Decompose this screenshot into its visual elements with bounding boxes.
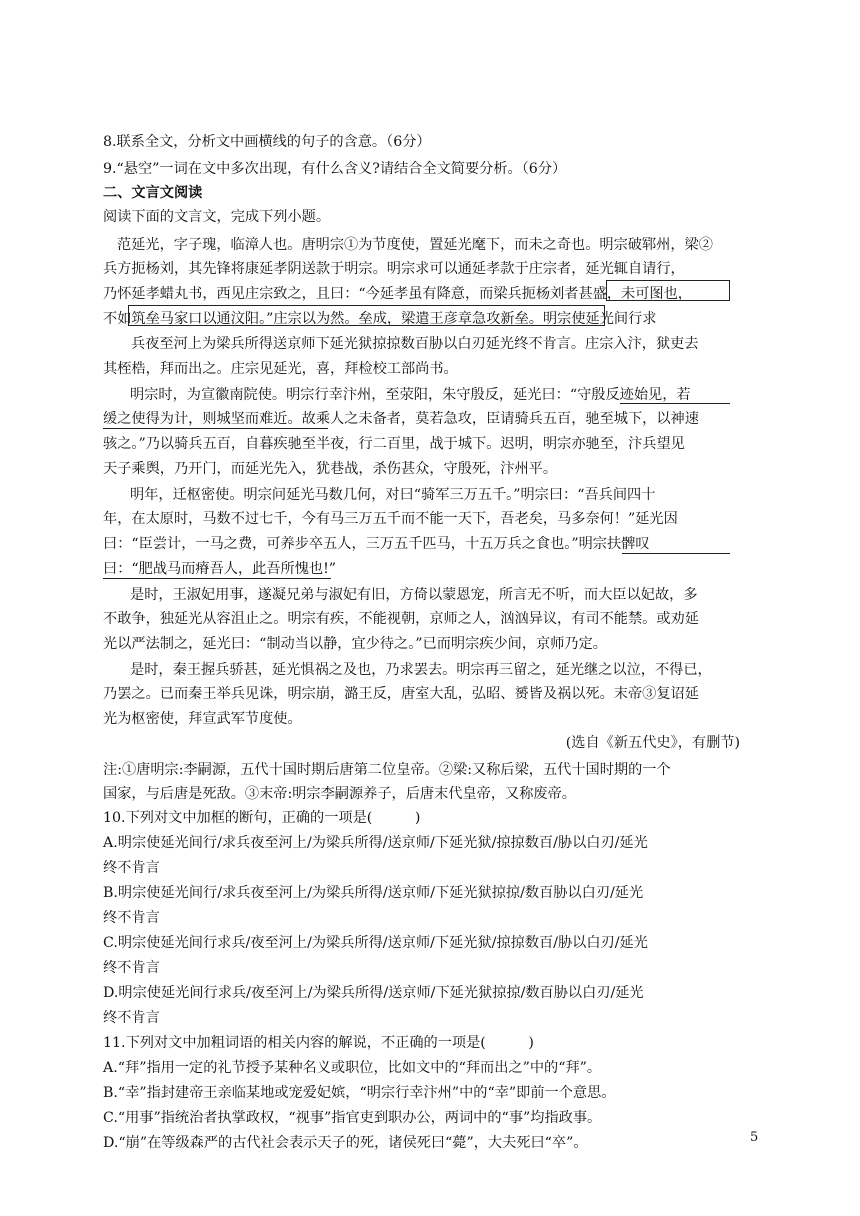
text-line-q8: 8.联系全文，分析文中画横线的句子的含意。（6分） [103, 134, 431, 150]
text-line-p2l4: 天子乘舆，乃开门，而延光先入，犹巷战，杀伤甚众，守殷死，汴州平。 [103, 461, 558, 477]
text-line-p4l1: 是时，王淑妃用事，遂凝兄弟与淑妃有旧，方倚以蒙恩宠，所言无不听，而大臣以妃故，多 [130, 587, 698, 603]
text-line-p1l2: 兵方扼杨刘，其先锋将康延孝阴送款于明宗。明宗求可以通延孝款于庄宗者，延光辄自请行， [103, 261, 685, 277]
text-line-note2: 国家，与后唐是死敌。③末帝:明宗李嗣源养子，后唐末代皇帝，又称废帝。 [103, 786, 576, 802]
text-line-q9: 9.“悬空”一词在文中多次出现，有什么含义?请结合全文简要分析。（6分） [103, 161, 567, 177]
page-number: 5 [750, 1130, 759, 1145]
text-line-p1l4: 不如筑垒马家口以通汶阳。”庄宗以为然。垒成，梁遣王彦章急攻新垒。明宗使延光间行求 [103, 311, 657, 327]
frame-box-part1 [606, 280, 730, 301]
text-line-q11: 11.下列对文中加粗词语的相关内容的解说，不正确的一项是( ) [103, 1035, 534, 1051]
text-line-p3l1: 明年，迁枢密使。明宗问延光马数几何，对曰“骑军三万五千。”明宗曰：“吾兵间四十 [130, 487, 656, 503]
source-citation: (选自《新五代史》，有删节) [565, 735, 740, 751]
text-line-q10c2: 终不肯言 [103, 960, 160, 976]
text-line-p1l5: 兵夜至河上为梁兵所得送京师下延光狱掠掠数百胁以白刃延光终不肯言。庄宗入汴，狱吏去 [131, 336, 699, 352]
text-line-note1: 注:①唐明宗:李嗣源，五代十国时期后唐第二位皇帝。②梁:又称后梁，五代十国时期的一个 [103, 762, 671, 778]
text-line-q10b2: 终不肯言 [103, 910, 160, 926]
text-line-p2l1: 明宗时，为宣徽南院使。明宗行幸汴州，至荥阳，朱守殷反，延光曰：“守殷反迹始见，若 [130, 387, 691, 403]
text-line-q10a2: 终不肯言 [103, 860, 160, 876]
text-line-q10c1: C.明宗使延光间行求兵/夜至河上/为梁兵所得/送京师/下延光狱/掠掠数百/胁以白刃/延光 [103, 935, 648, 951]
text-line-p5l3: 光为枢密使，拜宣武军节度使。 [103, 711, 302, 727]
text-line-q10d1: D.明宗使延光间行求兵/夜至河上/为梁兵所得/送京师/下延光狱掠掠/数百胁以白刃/延光 [103, 985, 644, 1001]
underline-1 [620, 403, 730, 404]
underline-2 [103, 428, 328, 429]
text-line-p2l3: 骇之。”乃以骑兵五百，自暮疾驰至半夜，行二百里，战于城下。迟明，明宗亦驰至，汴兵望见 [103, 436, 685, 452]
text-line-q11c: C.“用事”指统治者执掌政权，“视事”指官吏到职办公，两词中的“事”均指政事。 [103, 1110, 602, 1126]
text-line-q10d2: 终不肯言 [103, 1010, 160, 1026]
text-line-q10: 10.下列对文中加框的断句，正确的一项是( ) [103, 810, 421, 826]
frame-box-part2 [128, 305, 605, 326]
text-line-p1l6: 其桎梏，拜而出之。庄宗见延光，喜，拜检校工部尚书。 [103, 361, 458, 377]
underline-4 [103, 578, 331, 579]
text-line-q10a1: A.明宗使延光间行/求兵夜至河上/为梁兵所得/送京师/下延光狱/掠掠数百/胁以白刃/延光 [103, 835, 648, 851]
text-line-p4l3: 光以严法制之，延光曰：“制动当以静，宜少待之。”已而明宗疾少间，京师乃定。 [103, 636, 607, 652]
text-line-q11d: D.“崩”在等级森严的古代社会表示天子的死，诸侯死曰“薨”，大夫死曰“卒”。 [103, 1135, 588, 1151]
text-line-p3l3: 曰：“臣尝计，一马之费，可养步卒五人，三万五千匹马，十五万兵之食也。”明宗扶髀叹 [103, 536, 650, 552]
text-line-q10b1: B.明宗使延光间行/求兵夜至河上/为梁兵所得/送京师/下延光狱掠掠/数百胁以白刃/延光 [103, 885, 644, 901]
text-line-q11b: B.“幸”指封建帝王亲临某地或宠爱妃嫔，“明宗行幸汴州”中的“幸”即前一个意思。 [103, 1085, 616, 1101]
text-line-p3l4: 曰：“肥战马而瘠吾人，此吾所愧也!” [103, 561, 337, 577]
text-line-p5l1: 是时，秦王握兵骄甚，延光惧祸之及也，乃求罢去。明宗再三留之，延光继之以泣，不得已， [130, 662, 712, 678]
text-line-intro: 阅读下面的文言文，完成下列小题。 [103, 209, 331, 225]
text-line-p5l2: 乃罢之。已而秦王举兵见诛，明宗崩，潞王反，唐室大乱，弘昭、赟皆及祸以死。末帝③复诏延 [103, 686, 699, 702]
text-line-p2l2: 缓之使得为计，则城坚而难近。故乘人之未备者，莫若急攻，臣请骑兵五百，驰至城下，以神速 [103, 411, 699, 427]
text-line-p1l1: 范延光，字子瑰，临漳人也。唐明宗①为节度使，置延光麾下，而未之奇也。明宗破郓州，梁② [117, 237, 713, 253]
text-line-q11a: A.“拜”指用一定的礼节授予某种名义或职位，比如文中的“拜而出之”中的“拜”。 [103, 1060, 602, 1076]
text-line-sec2: 二、文言文阅读 [103, 185, 203, 201]
text-line-p4l2: 不敢争，独延光从容沮止之。明宗有疾，不能视朝，京师之人，汹汹异议，有司不能禁。或劝延 [103, 611, 699, 627]
underline-3 [622, 553, 730, 554]
text-line-p3l2: 年，在太原时，马数不过七千，今有马三万五千而不能一天下，吾老矣，马多奈何！”延光因 [103, 511, 678, 527]
text-line-p1l3: 乃怀延孝蜡丸书，西见庄宗致之，且曰：“今延孝虽有降意，而梁兵扼杨刘者甚盛，未可图也， [103, 286, 692, 302]
